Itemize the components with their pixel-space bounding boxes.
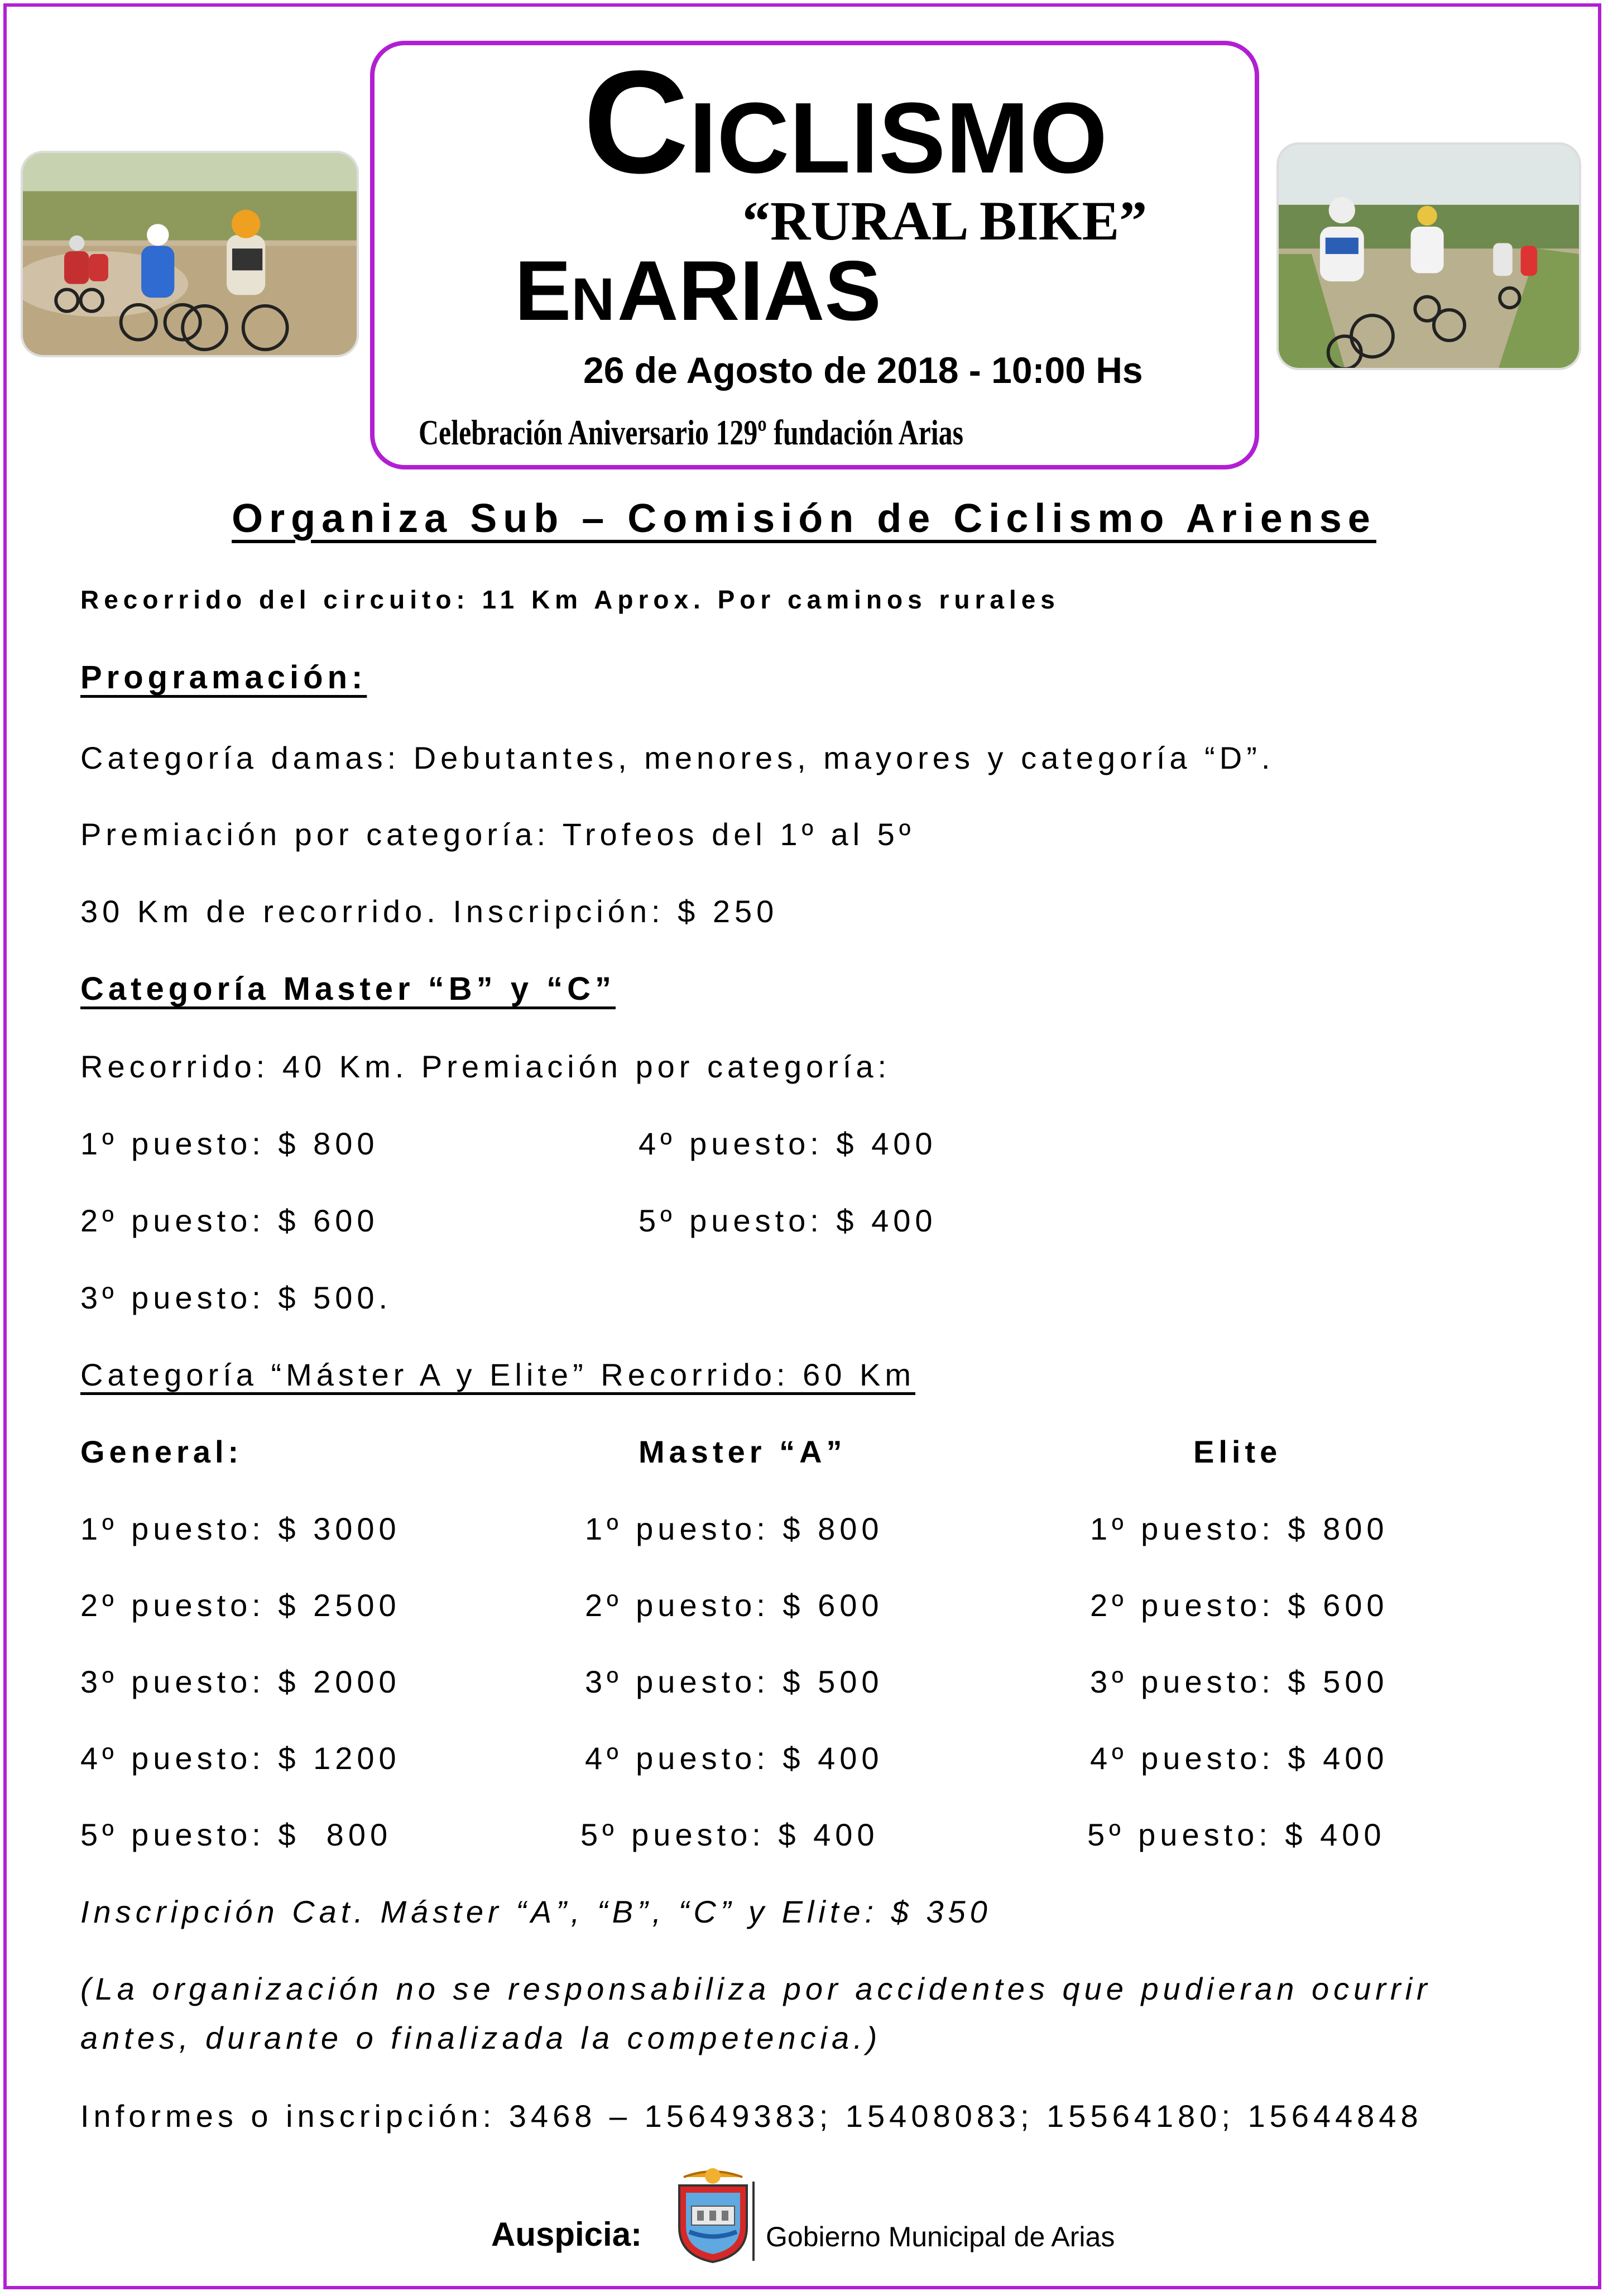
damas-category: Categoría damas: Debutantes, menores, mayores y categoría “D”. — [80, 740, 1275, 775]
cyclists-photo-right — [1276, 142, 1581, 370]
general-prize: 2º puesto: $ 2500 — [80, 1588, 401, 1623]
master-a-prize: 1º puesto: $ 800 — [585, 1511, 884, 1546]
master-a-prize: 3º puesto: $ 500 — [585, 1664, 884, 1699]
organizer-heading: Organiza Sub – Comisión de Ciclismo Ariense — [232, 496, 1376, 541]
damas-inscripcion: 30 Km de recorrido. Inscripción: $ 250 — [80, 894, 779, 929]
master-bc-prize: 1º puesto: $ 800 — [80, 1126, 379, 1161]
general-prize: 5º puesto: $ 800 — [80, 1817, 392, 1852]
main-title: CICLISMO — [583, 40, 1108, 204]
general-column-title: General: — [80, 1434, 243, 1469]
elite-prize: 2º puesto: $ 600 — [1090, 1588, 1389, 1623]
programacion-heading: Programación: — [80, 659, 367, 696]
location-title: EN ARIAS — [515, 243, 881, 338]
master-a-elite-heading: Categoría “Máster A y Elite” Recorrido: 60 Km — [80, 1357, 915, 1392]
municipal-shield-icon — [673, 2166, 753, 2264]
master-bc-prize: 2º puesto: $ 600 — [80, 1203, 379, 1238]
master-a-prize: 4º puesto: $ 400 — [585, 1741, 884, 1776]
master-a-column-title: Master “A” — [639, 1434, 847, 1469]
general-prize: 1º puesto: $ 3000 — [80, 1511, 401, 1546]
general-prize: 4º puesto: $ 1200 — [80, 1741, 401, 1776]
contact-info: Informes o inscripción: 3468 – 15649383; 15408083; 15564180; 15644848 — [80, 2098, 1423, 2134]
circuit-info: Recorrido del circuito: 11 Km Aprox. Por caminos rurales — [80, 585, 1060, 614]
elite-column-title: Elite — [1193, 1434, 1282, 1469]
disclaimer-line-2: antes, durante o finalizada la competencia.) — [80, 2020, 882, 2055]
master-bc-prize: 3º puesto: $ 500. — [80, 1280, 392, 1315]
event-date: 26 de Agosto de 2018 - 10:00 Hs — [583, 349, 1143, 391]
master-bc-prize: 4º puesto: $ 400 — [639, 1126, 937, 1161]
master-bc-recorrido: Recorrido: 40 Km. Premiación por categoría: — [80, 1049, 891, 1084]
damas-premiacion: Premiación por categoría: Trofeos del 1º al 5º — [80, 817, 915, 852]
elite-prize: 5º puesto: $ 400 — [1087, 1817, 1386, 1852]
disclaimer-line-1: (La organización no se responsabiliza por accidentes que pudieran ocurrir — [80, 1971, 1432, 2006]
subtitle: “RURAL BIKE” — [742, 190, 1148, 252]
master-a-prize: 5º puesto: $ 400 — [580, 1817, 879, 1852]
elite-prize: 4º puesto: $ 400 — [1090, 1741, 1389, 1776]
cyclists-photo-left — [21, 151, 359, 357]
master-a-prize: 2º puesto: $ 600 — [585, 1588, 884, 1623]
elite-prize: 3º puesto: $ 500 — [1090, 1664, 1389, 1699]
master-inscripcion: Inscripción Cat. Máster “A”, “B”, “C” y Elite: $ 350 — [80, 1894, 992, 1929]
celebration-text: Celebración Aniversario 129º fundación Arias — [419, 413, 964, 452]
general-prize: 3º puesto: $ 2000 — [80, 1664, 401, 1699]
elite-prize: 1º puesto: $ 800 — [1090, 1511, 1389, 1546]
master-bc-prize: 5º puesto: $ 400 — [639, 1203, 937, 1238]
sponsor-name: Gobierno Municipal de Arias — [766, 2221, 1115, 2252]
master-bc-heading: Categoría Master “B” y “C” — [80, 971, 616, 1007]
sponsor-label: Auspicia: — [491, 2216, 642, 2253]
footer-divider — [752, 2182, 755, 2261]
